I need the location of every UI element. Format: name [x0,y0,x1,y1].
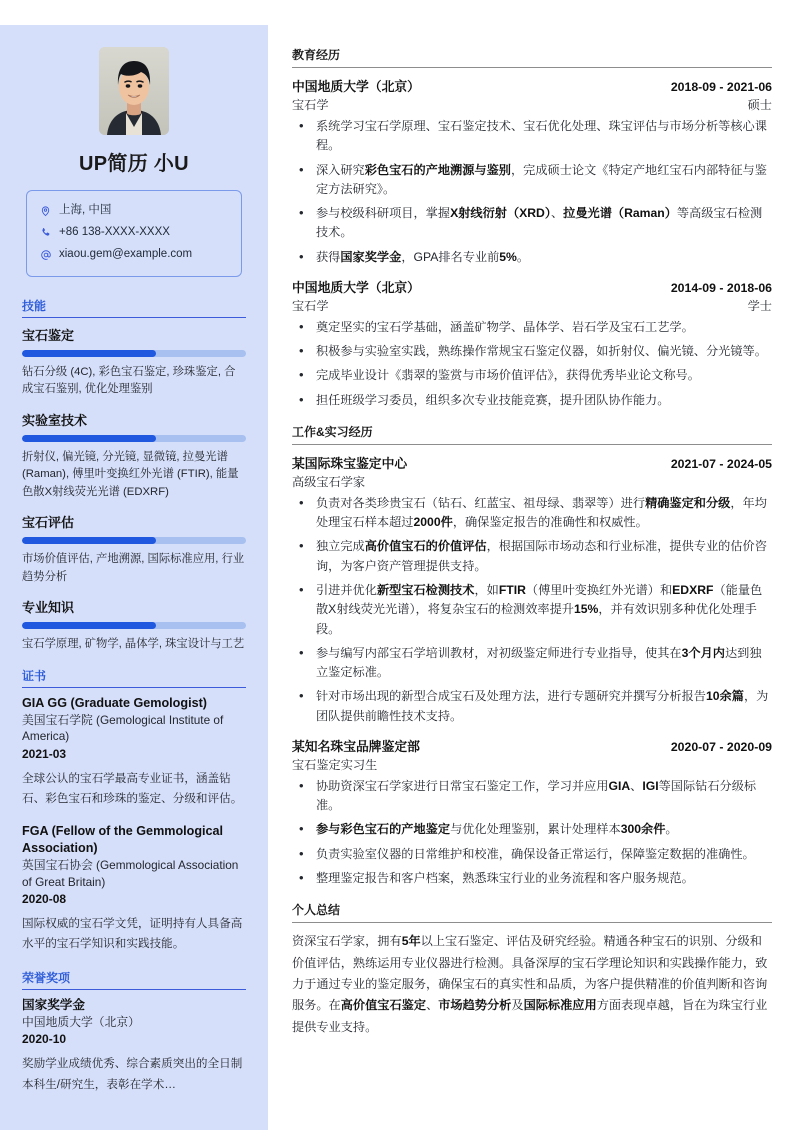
summary-section-title: 个人总结 [292,901,772,923]
skill-progress-fill [22,622,156,629]
sidebar [0,25,268,1130]
bullet-item: • 参与校级科研项目，掌握X射线衍射（XRD）、拉曼光谱（Raman）等高级宝石检测技术。 [292,204,772,243]
contact-phone [39,222,229,244]
bullet-item: • 完成毕业设计《翡翠的鉴赏与市场价值评估》，获得优秀毕业论文称号。 [292,366,772,385]
education-entry [292,76,772,267]
education-role: 宝石学 [292,298,329,313]
section-summary [292,901,772,1038]
experience-entry [292,736,772,888]
education-bullet-list [292,117,772,267]
bullet-item: • 系统学习宝石学原理、宝石鉴定技术、宝石优化处理、珠宝评估与市场分析等核心课程。 [292,117,772,156]
experience-bullet-list [292,494,772,726]
at-email-icon [39,248,52,261]
entry-subheader [292,473,772,490]
experience-org: 某知名珠宝品牌鉴定部 [292,738,420,754]
experience-entry [292,453,772,726]
certificate-description: 国际权威的宝石学文凭，证明持有人具备高水平的宝石学知识和实践技能。 [22,917,243,951]
entry-header [292,76,772,95]
experience-date: 2021-07 - 2024-05 [670,456,772,471]
experience-role: 高级宝石学家 [292,474,366,489]
skill-name: 实验室技术 [22,412,88,428]
section-experience [292,423,772,888]
certificate-date: 2020-08 [22,892,67,907]
experience-org: 某国际珠宝鉴定中心 [292,455,408,471]
entry-subheader [292,297,772,314]
bullet-item: • 整理鉴定报告和客户档案，熟悉珠宝行业的业务流程和客户服务规范。 [292,869,772,888]
education-degree: 硕士 [747,98,772,112]
skill-progress-fill [22,350,156,357]
entry-subheader [292,756,772,773]
sidebar-section-certificates [22,667,246,955]
bullet-item: • 独立完成高价值宝石的价值评估，根据国际市场动态和行业标准，提供专业的估价咨询，为客户资产管理提供支持。 [292,537,772,576]
certificate-item [22,695,246,810]
contact-location [39,200,229,222]
location-pin-icon [39,204,52,217]
awards-section-title: 荣誉奖项 [22,969,246,990]
skill-item [22,597,246,654]
contact-phone-value: +86 138-XXXX-XXXX [59,225,170,238]
skills-list [22,325,246,654]
skill-progress-fill [22,537,156,544]
certificate-org: 英国宝石协会 (Gemmological Association of Great Britain) [22,858,239,889]
bullet-item: • 负责实验室仪器的日常维护和校准，确保设备正常运行，保障鉴定数据的准确性。 [292,845,772,864]
contact-location-value: 上海, 中国 [59,204,112,216]
skill-name: 宝石鉴定 [22,327,75,343]
experience-list [292,453,772,888]
section-education [292,46,772,410]
contact-email-value: xiaou.gem@example.com [59,247,193,260]
award-title: 国家奖学金 [22,997,85,1012]
summary-text: 资深宝石学家，拥有5年以上宝石鉴定、评估及研究经验。精通各种宝石的识别、分级和价值评估，熟练运用专业仪器进行检测。具备深厚的宝石学理论知识和实践操作能力，致力于通过专业的鉴定服务，确保宝石的真实性和品质，为客户提供精准的价值判断和咨询服务。在高价值宝石鉴定、市场趋势分析及国际标准应用方面表现卓越，旨在为珠宝行业提供专业支持。 [292,934,768,1034]
avatar [22,47,246,135]
education-org: 中国地质大学（北京） [292,279,420,295]
skill-item [22,325,246,399]
entry-subheader [292,96,772,113]
certificates-section-title: 证书 [22,667,246,688]
bullet-item: • 负责对各类珍贵宝石（钻石、红蓝宝、祖母绿、翡翠等）进行精确鉴定和分级，年均处理宝石样本超过2000件，确保鉴定报告的准确性和权威性。 [292,494,772,533]
skill-progress-track [22,537,246,544]
bullet-item: • 获得国家奖学金，GPA排名专业前5%。 [292,248,772,267]
skill-description: 宝石学原理, 矿物学, 晶体学, 珠宝设计与工艺 [22,638,245,651]
education-degree: 学士 [747,298,772,313]
bullet-item: • 参与彩色宝石的产地鉴定与优化处理鉴别，累计处理样本300余件。 [292,820,772,839]
award-description: 奖励学业成绩优秀、综合素质突出的全日制本科生/研究生，表彰在学术… [22,1057,243,1091]
certificates-list [22,695,246,955]
bullet-item: • 针对市场出现的新型合成宝石及处理方法，进行专题研究并撰写分析报告10余篇，为团队提供前瞻性技术支持。 [292,687,772,726]
certificate-item [22,823,246,955]
education-list [292,76,772,410]
sidebar-section-awards [22,969,246,1095]
experience-bullet-list [292,777,772,888]
portrait-photo [99,47,169,135]
skill-progress-track [22,350,246,357]
contact-email [39,244,229,266]
education-section-title: 教育经历 [292,46,772,68]
education-entry [292,277,772,410]
education-bullet-list [292,318,772,410]
skill-item [22,512,246,586]
skills-section-title: 技能 [22,297,246,318]
skill-name: 专业知识 [22,600,75,616]
main-column [268,0,800,1130]
award-item [22,997,246,1095]
education-role: 宝石学 [292,98,329,112]
education-org: 中国地质大学（北京） [292,79,420,94]
portrait-illustration [99,47,169,135]
bullet-item: • 担任班级学习委员，组织多次专业技能竞赛，提升团队协作能力。 [292,391,772,410]
education-date: 2014-09 - 2018-06 [670,280,772,295]
skill-item [22,410,246,502]
experience-date: 2020-07 - 2020-09 [670,739,772,754]
contact-box [26,190,242,277]
certificate-date: 2021-03 [22,746,67,761]
certificate-title: FGA (Fellow of the Gemmological Association) [22,824,224,856]
entry-header [292,453,772,472]
page-title: UP简历 小U [79,153,189,175]
certificate-org: 美国宝石学院 (Gemological Institute of America) [22,712,224,744]
bullet-item: • 引进并优化新型宝石检测技术，如FTIR（傅里叶变换红外光谱）和EDXRF（能量色散X射线荧光光谱），将复杂宝石的检测效率提升15%，并有效识别多种优化处理手段。 [292,581,772,639]
awards-list [22,997,246,1095]
bullet-item: • 积极参与实验室实践，熟练操作常规宝石鉴定仪器，如折射仪、偏光镜、分光镜等。 [292,342,772,361]
skill-description: 市场价值评估, 产地溯源, 国际标准应用, 行业趋势分析 [22,553,245,583]
entry-header [292,277,772,296]
skill-description: 钻石分级 (4C), 彩色宝石鉴定, 珍珠鉴定, 合成宝石鉴别, 优化处理鉴别 [22,365,236,396]
skill-progress-fill [22,435,156,442]
entry-header [292,736,772,755]
bullet-item: • 奠定坚实的宝石学基础，涵盖矿物学、晶体学、岩石学及宝石工艺学。 [292,318,772,337]
award-org: 中国地质大学（北京） [22,1014,140,1029]
experience-section-title: 工作&实习经历 [292,423,772,445]
sidebar-section-skills [22,297,246,654]
skill-progress-track [22,622,246,629]
skill-progress-track [22,435,246,442]
skill-description: 折射仪, 偏光镜, 分光镜, 显微镜, 拉曼光谱 (Raman), 傅里叶变换红外光谱 (FTIR), 能量色散X射线荧光光谱 (EDXRF) [22,450,239,498]
skill-name: 宝石评估 [22,515,75,531]
certificate-title: GIA GG (Graduate Gemologist) [22,695,207,710]
experience-role: 宝石鉴定实习生 [292,757,378,772]
certificate-description: 全球公认的宝石学最高专业证书，涵盖钻石、彩色宝石和珍珠的鉴定、分级和评估。 [22,771,243,805]
phone-icon [39,226,52,239]
award-date: 2020-10 [22,1032,67,1047]
bullet-item: • 深入研究彩色宝石的产地溯源与鉴别，完成硕士论文《特定产地红宝石内部特征与鉴定方法研究》。 [292,161,772,200]
bullet-item: • 参与编写内部宝石学培训教材，对初级鉴定师进行专业指导，使其在3个月内达到独立鉴定标准。 [292,644,772,683]
education-date: 2018-09 - 2021-06 [670,80,772,94]
bullet-item: • 协助资深宝石学家进行日常宝石鉴定工作，学习并应用GIA、IGI等国际钻石分级标准。 [292,777,772,816]
